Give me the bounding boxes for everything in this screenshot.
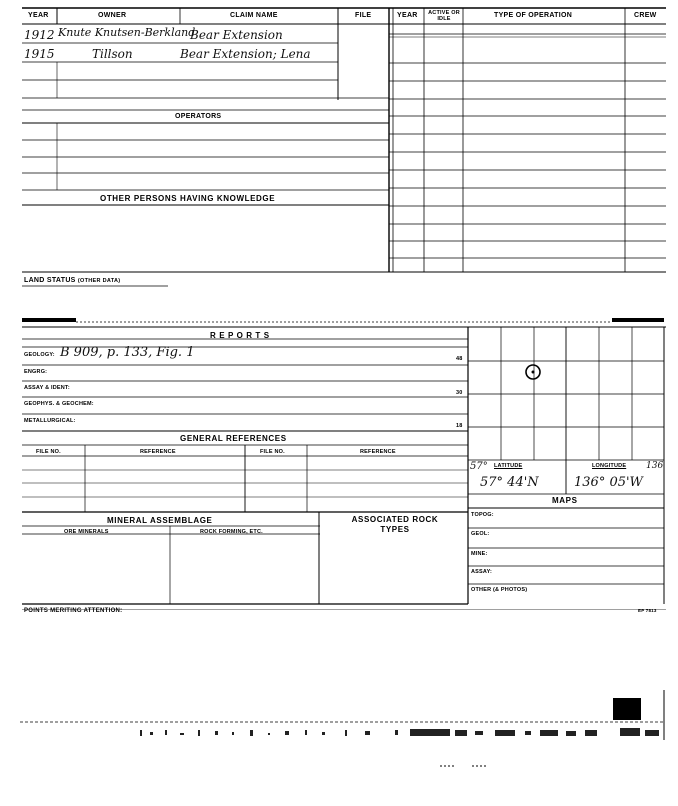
longitude-value: 136° 05'W xyxy=(574,475,643,490)
engrg-label: ENGRG: xyxy=(24,369,48,375)
claim-row-1-owner: Knute Knutsen-Berkland xyxy=(58,26,196,39)
assay-label: ASSAY & IDENT: xyxy=(24,385,70,391)
maps-other: OTHER (& PHOTOS) xyxy=(471,587,528,593)
col-reference-2: REFERENCE xyxy=(360,449,396,455)
claim-row-1-claim-name: Bear Extension xyxy=(190,28,283,42)
associated-rock-types-label: ASSOCIATED ROCK TYPES xyxy=(351,515,439,534)
geology-label: GEOLOGY: xyxy=(24,352,55,358)
claim-row-2-year: 1915 xyxy=(24,47,55,61)
land-status-note: (OTHER DATA) xyxy=(77,278,121,284)
maps-geol: GEOL: xyxy=(471,531,490,537)
num-metallurgical: 18 xyxy=(456,423,463,429)
header-claim-name: CLAIM NAME xyxy=(230,12,278,19)
longitude-label: LONGITUDE xyxy=(592,463,627,469)
ore-minerals-label: ORE MINERALS xyxy=(64,529,109,535)
land-status-label xyxy=(24,277,120,284)
header-op-year: YEAR xyxy=(397,12,418,19)
latitude-value: 57° 44'N xyxy=(480,475,539,490)
col-file-no-1: FILE NO. xyxy=(36,449,61,455)
latitude-prefix: 57° xyxy=(470,461,488,472)
claim-row-2-claim-name: Bear Extension; Lena xyxy=(180,47,311,61)
operators-label: OPERATORS xyxy=(175,113,222,120)
rock-forming-label: ROCK FORMING, ETC. xyxy=(200,529,263,535)
geology-value: B 909, p. 133, Fig. 1 xyxy=(60,345,195,360)
claim-row-2-owner: Tillson xyxy=(92,47,133,61)
latitude-label: LATITUDE xyxy=(494,463,523,469)
other-persons-label: OTHER PERSONS HAVING KNOWLEDGE xyxy=(100,194,276,203)
maps-assay: ASSAY: xyxy=(471,569,493,575)
form-number: EP 7813 xyxy=(638,608,657,613)
header-type-of-operation: TYPE OF OPERATION xyxy=(494,12,573,19)
num-assay: 30 xyxy=(456,390,463,396)
metallurgical-label: METALLURGICAL: xyxy=(24,418,76,424)
header-file: FILE xyxy=(355,12,372,19)
points-label: POINTS MERITING ATTENTION: xyxy=(24,608,123,614)
longitude-suffix: 136 xyxy=(646,461,664,471)
scan-bottom-edge xyxy=(0,690,678,780)
land-status-title: LAND STATUS xyxy=(24,277,76,284)
mineral-assemblage-title: MINERAL ASSEMBLAGE xyxy=(107,516,213,525)
claim-row-1-year: 1912 xyxy=(24,28,55,42)
header-crew: CREW xyxy=(634,12,657,19)
maps-title: MAPS xyxy=(552,496,578,505)
reports-title: R E P O R T S xyxy=(210,331,270,340)
general-references-title: GENERAL REFERENCES xyxy=(180,434,287,443)
geophys-label: GEOPHYS. & GEOCHEM: xyxy=(24,401,94,407)
header-year: YEAR xyxy=(28,12,49,19)
maps-topog: TOPOG: xyxy=(471,512,494,518)
header-active-or-idle: ACTIVE OR IDLE xyxy=(428,10,460,22)
location-marker-icon xyxy=(522,362,544,382)
col-reference-1: REFERENCE xyxy=(140,449,176,455)
maps-mine: MINE: xyxy=(471,551,488,557)
num-geology: 48 xyxy=(456,356,463,362)
col-file-no-2: FILE NO. xyxy=(260,449,285,455)
header-owner: OWNER xyxy=(98,12,127,19)
form-top-grid xyxy=(0,0,678,290)
